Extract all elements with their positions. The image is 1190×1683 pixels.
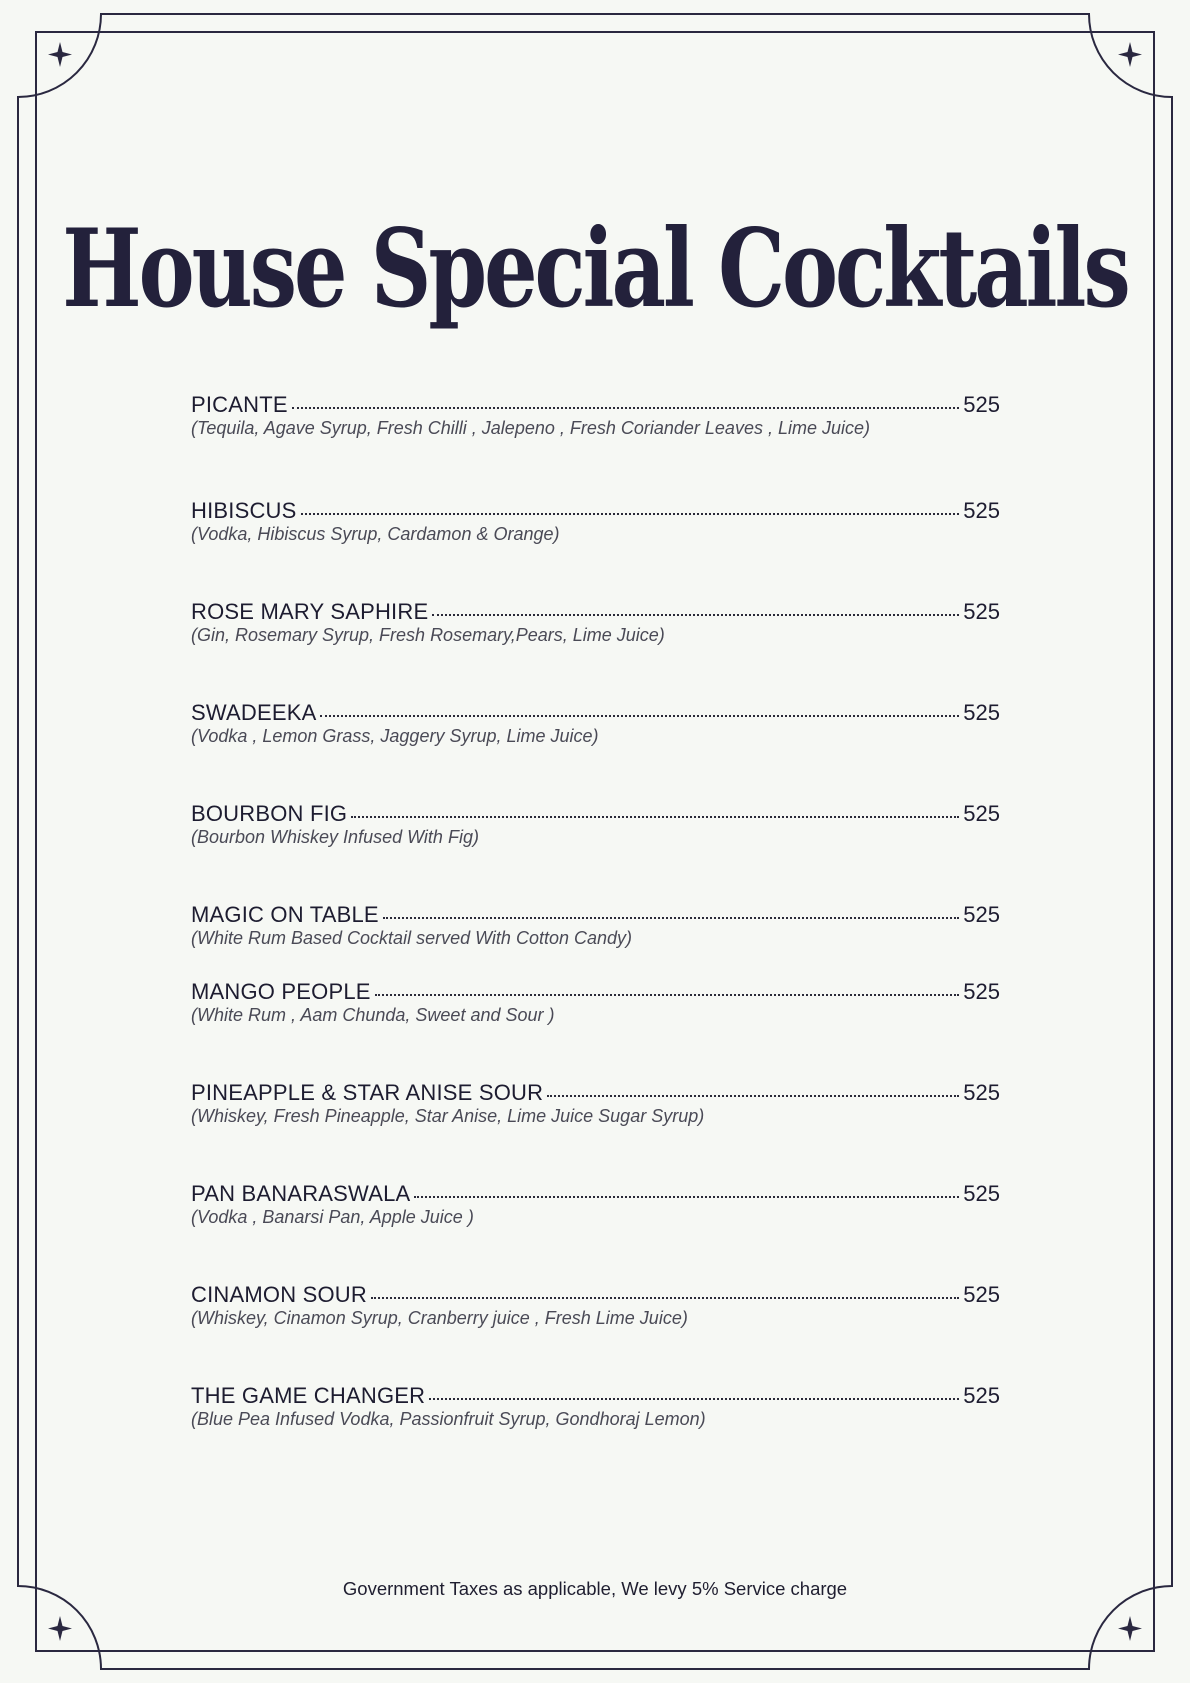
item-price: 525 (963, 902, 1000, 927)
dot-leader (429, 1398, 959, 1400)
corner-star-icon (48, 42, 72, 67)
item-name: ROSE MARY SAPHIRE (191, 599, 429, 624)
item-price: 525 (963, 392, 1000, 417)
item-description: (White Rum , Aam Chunda, Sweet and Sour ) (191, 1005, 555, 1025)
dot-leader (371, 1297, 959, 1299)
menu-item-the-game-changer (191, 1383, 1000, 1430)
item-name: PINEAPPLE & STAR ANISE SOUR (191, 1080, 544, 1105)
corner-star-icon (48, 1616, 72, 1641)
dot-leader (383, 917, 959, 919)
menu-item-rose-mary-saphire (191, 599, 1000, 646)
menu-item-bourbon-fig (191, 801, 1000, 848)
item-name: PICANTE (191, 392, 288, 417)
item-description: (Gin, Rosemary Syrup, Fresh Rosemary,Pears, Lime Juice) (191, 625, 665, 645)
dot-leader (375, 994, 960, 996)
dot-leader (547, 1095, 959, 1097)
item-name: THE GAME CHANGER (191, 1383, 426, 1408)
item-price: 525 (963, 599, 1000, 624)
menu-item-swadeeka (191, 700, 1000, 747)
item-description: (Tequila, Agave Syrup, Fresh Chilli , Jalepeno , Fresh Coriander Leaves , Lime Juice) (191, 418, 870, 438)
item-name: HIBISCUS (191, 498, 297, 523)
item-price: 525 (963, 1080, 1000, 1105)
item-price: 525 (963, 700, 1000, 725)
item-description: (Whiskey, Fresh Pineapple, Star Anise, Lime Juice Sugar Syrup) (191, 1106, 705, 1126)
menu-item-pan-banaraswala (191, 1181, 1000, 1228)
menu-item-hibiscus (191, 498, 1000, 545)
item-description: (Bourbon Whiskey Infused With Fig) (191, 827, 479, 847)
item-name: MANGO PEOPLE (191, 979, 371, 1004)
dot-leader (301, 513, 960, 515)
menu-item-picante (191, 392, 1000, 439)
item-description: (Vodka, Hibiscus Syrup, Cardamon & Orange) (191, 524, 560, 544)
item-name: MAGIC ON TABLE (191, 902, 379, 927)
dot-leader (320, 715, 959, 717)
item-description: (Whiskey, Cinamon Syrup, Cranberry juice , Fresh Lime Juice) (191, 1308, 688, 1328)
corner-star-icon (1118, 1616, 1142, 1641)
item-description: (Vodka , Lemon Grass, Jaggery Syrup, Lime Juice) (191, 726, 599, 746)
dot-leader (414, 1196, 959, 1198)
item-name: BOURBON FIG (191, 801, 348, 826)
item-price: 525 (963, 1181, 1000, 1206)
menu-item-magic-on-table (191, 902, 1000, 949)
item-price: 525 (963, 1383, 1000, 1408)
footer-note: Government Taxes as applicable, We levy 5% Service charge (342, 1578, 848, 1599)
page-title: House Special Cocktails (62, 205, 1128, 332)
item-description: (White Rum Based Cocktail served With Cotton Candy) (191, 928, 632, 948)
item-price: 525 (963, 1282, 1000, 1307)
menu-item-mango-people (191, 979, 1000, 1026)
menu-item-pineapple-star-anise-sour (191, 1080, 1000, 1127)
dot-leader (432, 614, 959, 616)
item-description: (Blue Pea Infused Vodka, Passionfruit Syrup, Gondhoraj Lemon) (191, 1409, 706, 1429)
dot-leader (351, 816, 959, 818)
corner-star-icon (1118, 42, 1142, 67)
item-price: 525 (963, 498, 1000, 523)
menu-item-cinamon-sour (191, 1282, 1000, 1329)
item-description: (Vodka , Banarsi Pan, Apple Juice ) (191, 1207, 474, 1227)
item-name: SWADEEKA (191, 700, 317, 725)
item-price: 525 (963, 979, 1000, 1004)
item-price: 525 (963, 801, 1000, 826)
item-name: PAN BANARASWALA (191, 1181, 411, 1206)
dot-leader (292, 407, 960, 409)
item-name: CINAMON SOUR (191, 1282, 367, 1307)
